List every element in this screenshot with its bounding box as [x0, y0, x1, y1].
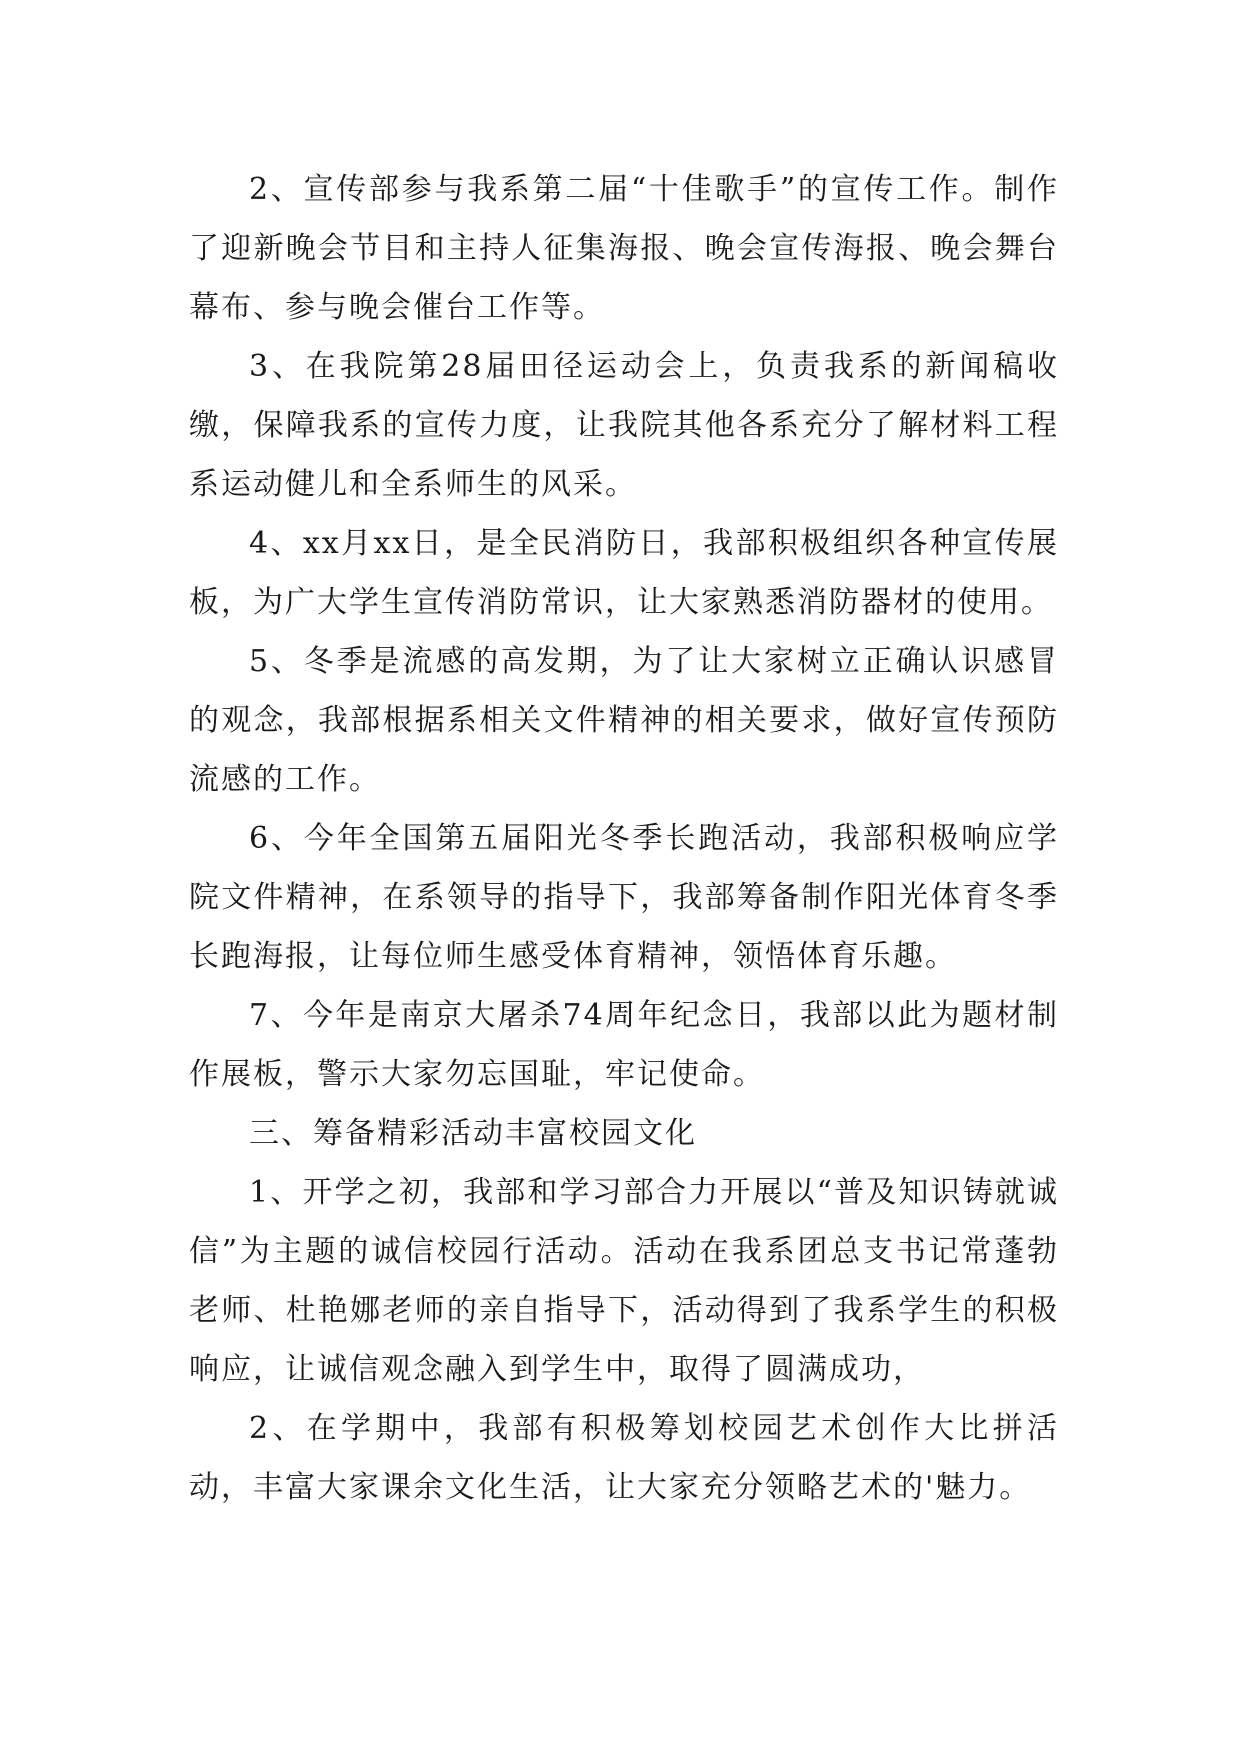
paragraph-item-4: 4、xx月xx日，是全民消防日，我部积极组织各种宣传展板，为广大学生宣传消防常识，让大家熟悉消防器材的使用。: [189, 526, 1059, 620]
paragraph-item-6: 6、今年全国第五届阳光冬季长跑活动，我部积极响应学院文件精神，在系领导的指导下，我部筹备制作阳光体育冬季长跑海报，让每位师生感受体育精神，领悟体育乐趣。: [189, 821, 1059, 974]
paragraph-item-2: 2、宣传部参与我系第二届“十佳歌手”的宣传工作。制作了迎新晚会节目和主持人征集海报、晚会宣传海报、晚会舞台幕布、参与晚会催台工作等。: [189, 172, 1059, 325]
document-body: [189, 160, 1059, 1517]
section-paragraph-2: 2、在学期中，我部有积极筹划校园艺术创作大比拼活动，丰富大家课余文化生活，让大家充分领略艺术的'魅力。: [189, 1411, 1059, 1505]
section-heading: 三、筹备精彩活动丰富校园文化: [249, 1116, 697, 1151]
paragraph-item-7: 7、今年是南京大屠杀74周年纪念日，我部以此为题材制作展板，警示大家勿忘国耻，牢记使命。: [189, 998, 1059, 1092]
paragraph-item-3: 3、在我院第28届田径运动会上，负责我系的新闻稿收缴，保障我系的宣传力度，让我院其他各系充分了解材料工程系运动健儿和全系师生的风采。: [189, 349, 1059, 502]
paragraph-item-5: 5、冬季是流感的高发期，为了让大家树立正确认识感冒的观念，我部根据系相关文件精神的相关要求，做好宣传预防流感的工作。: [189, 644, 1059, 797]
section-paragraph-1: 1、开学之初，我部和学习部合力开展以“普及知识铸就诚信”为主题的诚信校园行活动。活动在我系团总支书记常蓬勃老师、杜艳娜老师的亲自指导下，活动得到了我系学生的积极响应，让诚信观念融入到学生中，取得了圆满成功，: [189, 1175, 1059, 1387]
